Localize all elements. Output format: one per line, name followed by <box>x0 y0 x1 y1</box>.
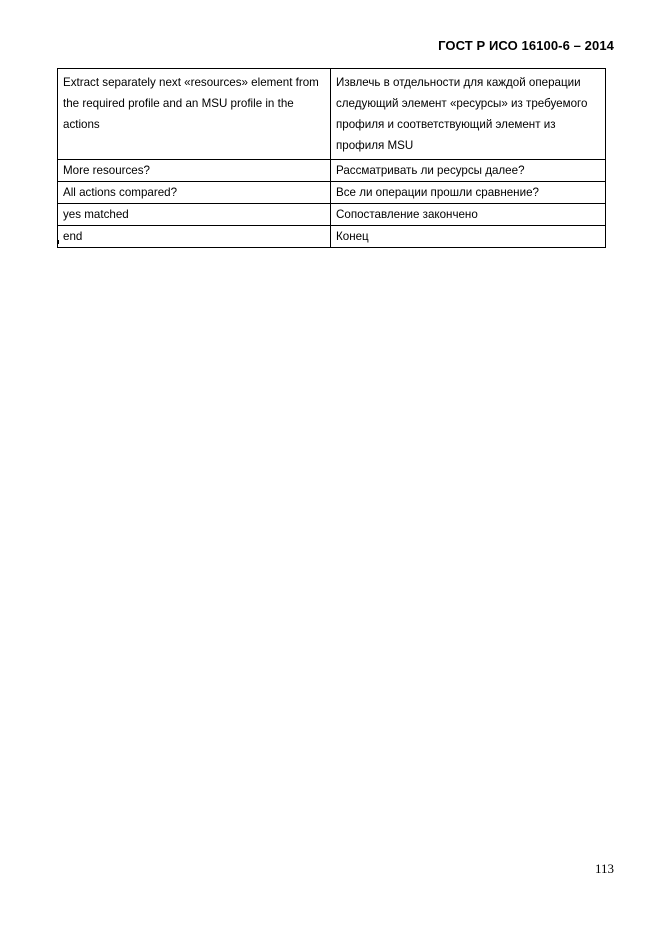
translation-table <box>57 68 606 248</box>
english-cell: end <box>58 226 331 248</box>
table-row <box>58 204 606 226</box>
page-number: 113 <box>594 861 614 876</box>
translation-table-container <box>57 68 605 248</box>
russian-cell: Конец <box>331 226 606 248</box>
russian-cell: Извлечь в отдельности для каждой операции следующий элемент «ресурсы» из требуемого профиля и соответствующий элемент из профиля MSU <box>331 69 606 160</box>
page-header: ГОСТ Р ИСО 16100-6 – 2014 <box>438 38 614 53</box>
table-row <box>58 160 606 182</box>
russian-cell: Сопоставление закончено <box>331 204 606 226</box>
table-row <box>58 182 606 204</box>
table-border-stub <box>57 240 59 244</box>
english-cell: Extract separately next «resources» element from the required profile and an MSU profile in the actions <box>58 69 331 160</box>
english-cell: More resources? <box>58 160 331 182</box>
table-row <box>58 226 606 248</box>
table-row <box>58 69 606 160</box>
english-cell: All actions compared? <box>58 182 331 204</box>
russian-cell: Рассматривать ли ресурсы далее? <box>331 160 606 182</box>
english-cell: yes matched <box>58 204 331 226</box>
russian-cell: Все ли операции прошли сравнение? <box>331 182 606 204</box>
